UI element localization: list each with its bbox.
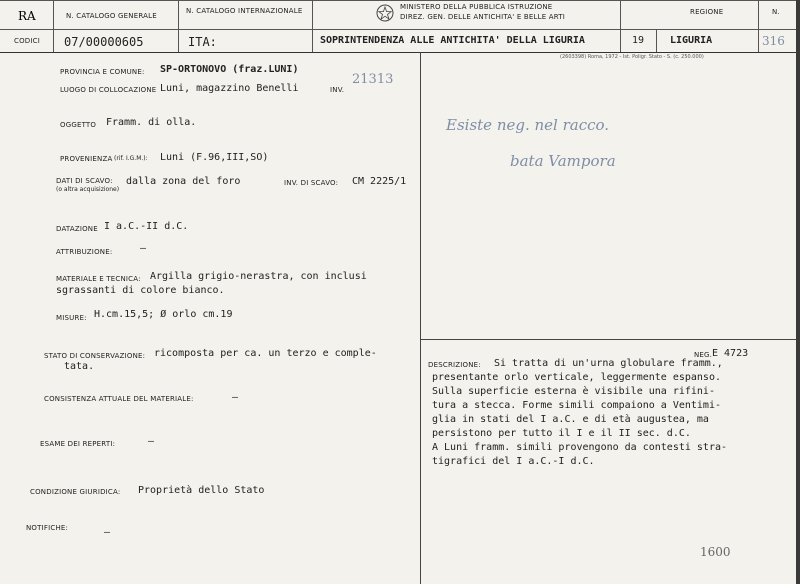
- main-column-divider: [420, 52, 421, 584]
- provenienza-label: PROVENIENZA: [60, 155, 113, 163]
- codici-label: CODICI: [14, 37, 41, 45]
- regione-label: REGIONE: [690, 8, 724, 16]
- n-value: 316: [762, 34, 785, 48]
- condizione-label: CONDIZIONE GIURIDICA:: [30, 488, 121, 496]
- scavo-value: dalla zona del foro: [126, 176, 241, 187]
- ministry-line-2: DIREZ. GEN. DELLE ANTICHITA' E BELLE ARTI: [400, 13, 566, 21]
- esame-value: –: [148, 436, 155, 447]
- neg-value: E 4723: [712, 348, 749, 359]
- header-bottom-rule: [0, 52, 796, 53]
- attribuzione-label: ATTRIBUZIONE:: [56, 248, 113, 256]
- n-label: N.: [772, 8, 780, 16]
- nct-international-label: N. CATALOGO INTERNAZIONALE: [186, 7, 303, 15]
- header-divider: [53, 0, 54, 52]
- materiale-label: MATERIALE E TECNICA:: [56, 275, 141, 283]
- header-divider: [312, 0, 313, 52]
- neg-label: NEG.: [694, 351, 713, 359]
- luogo-value: Luni, magazzino Benelli: [160, 83, 299, 94]
- ministry-line-1: MINISTERO DELLA PUBBLICA ISTRUZIONE: [400, 3, 553, 11]
- scavo-sub-label: (o altra acquisizione): [56, 186, 120, 193]
- provincia-value: SP-ORTONOVO (fraz.LUNI): [160, 64, 299, 75]
- header-mid-rule: [0, 29, 796, 30]
- regione-value: LIGURIA: [670, 35, 713, 46]
- nct-international-value: ITA:: [188, 35, 217, 49]
- photo-note-line-2: bata Vampora: [510, 152, 616, 170]
- descrizione-line: Sulla superficie esterna è visibile una rifini-: [432, 386, 715, 397]
- nct-general-label: N. CATALOGO GENERALE: [66, 12, 157, 20]
- provincia-label: PROVINCIA E COMUNE:: [60, 68, 145, 76]
- consistenza-label: CONSISTENZA ATTUALE DEL MATERIALE:: [44, 395, 194, 403]
- nct-general-value: 07/00000605: [64, 35, 144, 49]
- photo-note-line-1: Esiste neg. nel racco.: [446, 116, 610, 134]
- provenienza-sub-label: (rif. I.G.M.):: [114, 155, 148, 162]
- regione-number: 19: [632, 35, 645, 46]
- descrizione-line: A Luni framm. simili provengono da contesti stra-: [432, 442, 728, 453]
- notifiche-value: –: [104, 527, 111, 538]
- materiale-value-line-2: sgrassanti di colore bianco.: [56, 285, 225, 296]
- ra-label: RA: [18, 9, 36, 23]
- condizione-value: Proprietà dello Stato: [138, 485, 265, 496]
- misure-value: H.cm.15,5; Ø orlo cm.19: [94, 309, 233, 320]
- descrizione-line: tura a stecca. Forme simili compaiono a Ventimi-: [432, 400, 721, 411]
- descrizione-line: tigrafici del I a.C.-I d.C.: [432, 456, 595, 467]
- republic-emblem-icon: [376, 3, 394, 23]
- attribuzione-value: –: [140, 243, 147, 254]
- header-divider: [620, 0, 621, 52]
- materiale-value-line-1: Argilla grigio-nerastra, con inclusi: [150, 271, 367, 282]
- descrizione-label: DESCRIZIONE:: [428, 361, 481, 369]
- descrizione-line: persistono per tutto il I e il II sec. d.C.: [432, 428, 691, 439]
- stato-value-line-2: tata.: [64, 361, 95, 372]
- soprintendenza-value: SOPRINTENDENZA ALLE ANTICHITA' DELLA LIGURIA: [320, 35, 585, 46]
- inv-scavo-label: INV. DI SCAVO:: [284, 179, 339, 187]
- header-divider: [758, 0, 759, 52]
- scavo-label: DATI DI SCAVO:: [56, 177, 113, 185]
- stato-label: STATO DI CONSERVAZIONE:: [44, 352, 146, 360]
- luogo-label: LUOGO DI COLLOCAZIONE: [60, 86, 157, 94]
- datazione-label: DATAZIONE: [56, 225, 98, 233]
- printer-note: (2603398) Roma, 1972 - Ist. Poligr. Stato - S. (c. 250.000): [560, 54, 704, 60]
- header-divider: [178, 0, 179, 52]
- oggetto-label: OGGETTO: [60, 121, 97, 129]
- stato-value-line-1: ricomposta per ca. un terzo e comple-: [154, 348, 377, 359]
- inv-value: 21313: [352, 72, 394, 87]
- descrizione-line: glia in stati del I a.C. e di età augustea, ma: [432, 414, 709, 425]
- provenienza-value: Luni (F.96,III,SO): [160, 152, 269, 163]
- photo-box-bottom-rule: [421, 339, 796, 340]
- misure-label: MISURE:: [56, 314, 87, 322]
- inv-label: INV.: [330, 86, 345, 94]
- bottom-note: 1600: [700, 545, 731, 559]
- header-divider: [656, 29, 657, 52]
- descrizione-line: presentante orlo verticale, leggermente espanso.: [432, 372, 721, 383]
- descrizione-line: Si tratta di un'urna globulare framm.,: [494, 358, 723, 369]
- notifiche-label: NOTIFICHE:: [26, 524, 69, 532]
- oggetto-value: Framm. di olla.: [106, 117, 197, 128]
- inv-scavo-value: CM 2225/1: [352, 176, 407, 187]
- esame-label: ESAME DEI REPERTI:: [40, 440, 116, 448]
- consistenza-value: –: [232, 392, 239, 403]
- header-top-rule: [0, 0, 796, 1]
- datazione-value: I a.C.-II d.C.: [104, 221, 189, 232]
